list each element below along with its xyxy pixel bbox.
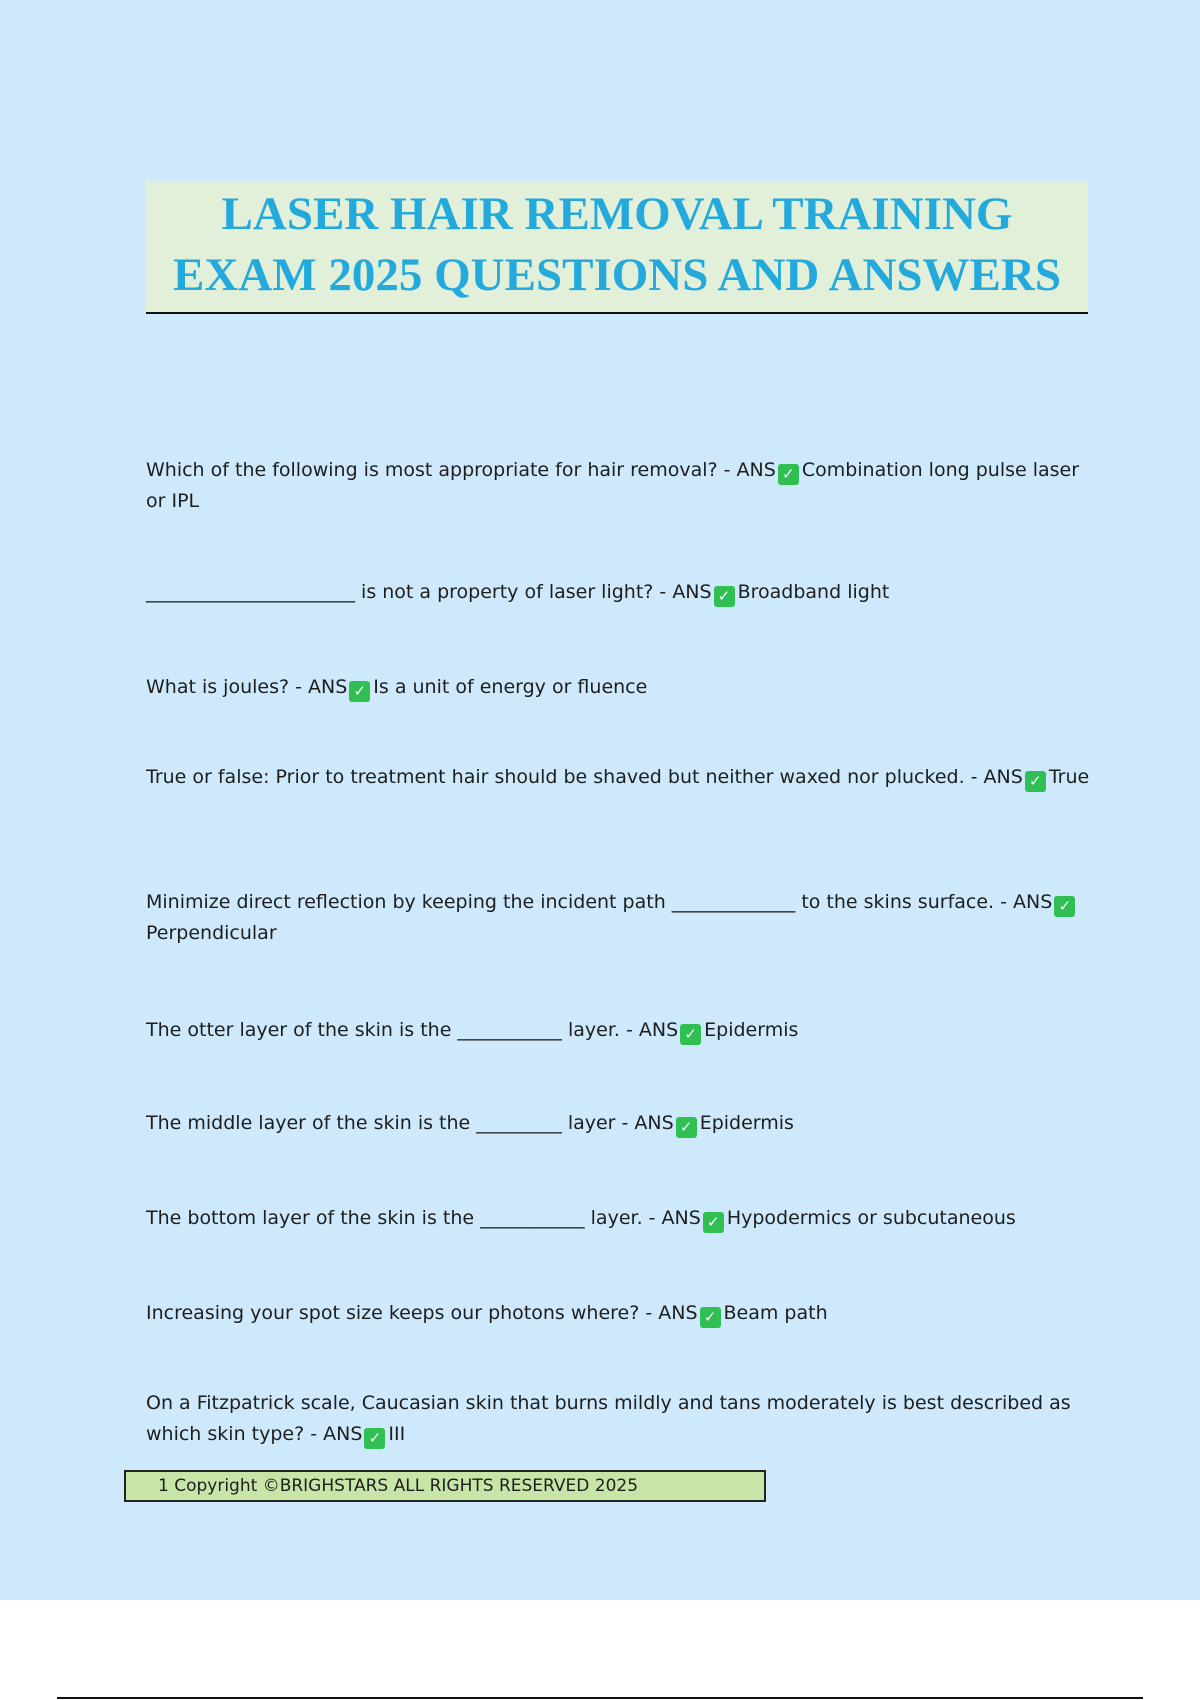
qa-item xyxy=(146,1203,1096,1234)
qa-item xyxy=(146,1298,1096,1329)
answer-text: True xyxy=(1048,766,1090,788)
document-title xyxy=(146,181,1088,314)
answer-text: Epidermis xyxy=(699,1112,794,1134)
answer-text: Broadband light xyxy=(737,581,890,603)
qa-item xyxy=(146,887,1096,949)
question-text: Increasing your spot size keeps our photons where? - ANS xyxy=(146,1302,698,1324)
check-icon: ✓ xyxy=(703,1212,724,1233)
qa-item xyxy=(146,1015,1096,1046)
answer-text: III xyxy=(388,1423,406,1445)
question-text: ______________________ is not a property of laser light? - ANS xyxy=(146,581,712,603)
title-line-2: EXAM 2025 QUESTIONS AND ANSWERS xyxy=(173,249,1061,301)
question-text: True or false: Prior to treatment hair should be shaved but neither waxed nor plucked. - ANS xyxy=(146,766,1023,788)
qa-item xyxy=(146,1108,1096,1139)
check-icon: ✓ xyxy=(349,681,370,702)
answer-text: Combination long pulse laser or IPL xyxy=(146,459,1080,512)
answer-text: Perpendicular xyxy=(146,922,277,944)
check-icon: ✓ xyxy=(680,1024,701,1045)
question-text: Minimize direct reflection by keeping the incident path _____________ to the skins surface. - ANS xyxy=(146,891,1053,913)
check-icon: ✓ xyxy=(1025,771,1046,792)
check-icon: ✓ xyxy=(714,586,735,607)
answer-text: Hypodermics or subcutaneous xyxy=(726,1207,1016,1229)
check-icon: ✓ xyxy=(1054,896,1075,917)
answer-text: Beam path xyxy=(723,1302,828,1324)
question-text: The middle layer of the skin is the _________ layer - ANS xyxy=(146,1112,674,1134)
check-icon: ✓ xyxy=(700,1307,721,1328)
page-divider xyxy=(57,1697,1143,1699)
answer-text: Epidermis xyxy=(704,1019,799,1041)
title-line-1: LASER HAIR REMOVAL TRAINING xyxy=(221,188,1013,240)
check-icon: ✓ xyxy=(778,464,799,485)
question-text: The bottom layer of the skin is the ___________ layer. - ANS xyxy=(146,1207,701,1229)
qa-item xyxy=(146,762,1096,793)
qa-item xyxy=(146,577,1096,608)
question-text: The otter layer of the skin is the ___________ layer. - ANS xyxy=(146,1019,679,1041)
question-text: Which of the following is most appropriate for hair removal? - ANS xyxy=(146,459,776,481)
check-icon: ✓ xyxy=(676,1117,697,1138)
qa-item xyxy=(146,455,1096,517)
answer-text: Is a unit of energy or fluence xyxy=(373,676,648,698)
qa-item xyxy=(146,672,1096,703)
copyright-footer: 1 Copyright ©BRIGHSTARS ALL RIGHTS RESERVED 2025 xyxy=(124,1470,766,1502)
question-text: What is joules? - ANS xyxy=(146,676,348,698)
check-icon: ✓ xyxy=(364,1428,385,1449)
qa-item xyxy=(146,1388,1096,1450)
question-text: On a Fitzpatrick scale, Caucasian skin that burns mildly and tans moderately is best described as which skin type? - ANS xyxy=(146,1392,1071,1445)
